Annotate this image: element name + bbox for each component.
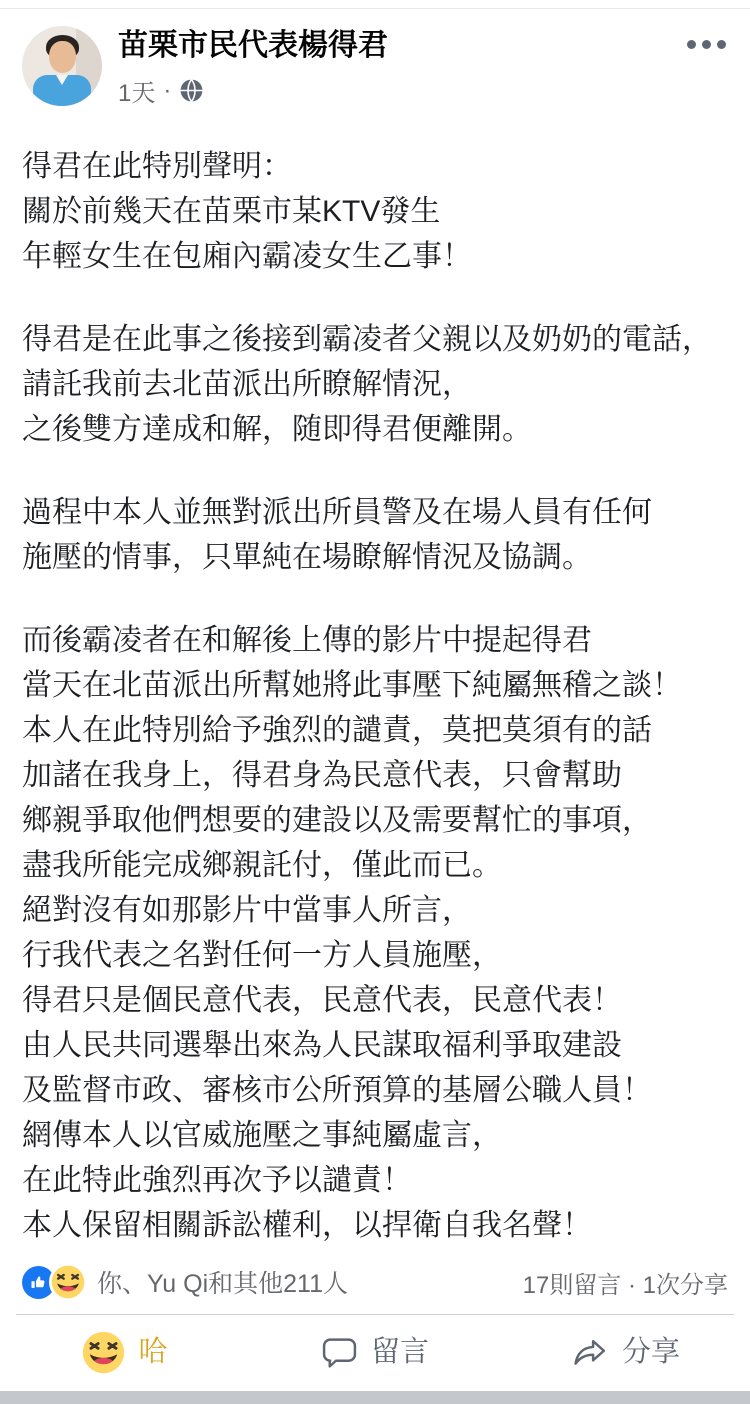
more-options-button[interactable] [683, 34, 730, 55]
bottom-system-bar [0, 1391, 750, 1404]
post-line: 絕對沒有如那影片中當事人所言， [22, 894, 472, 927]
post-line: 本人保留相關訴訟權利，以捍衛自我名聲！ [22, 1209, 592, 1242]
timestamp[interactable]: 1天 [118, 80, 156, 107]
reaction-summary-text: 你、Yu Qi和其他211人 [97, 1270, 349, 1298]
haha-button-label: 哈 [138, 1336, 168, 1368]
post-line: 網傳本人以官威施壓之事純屬虛言， [22, 1119, 502, 1152]
post-line: 盡我所能完成鄉親託付，僅此而已。 [22, 849, 502, 882]
post-line: 由人民共同選舉出來為人民謀取福利爭取建設 [22, 1029, 622, 1062]
post-line: 本人在此特別給予強烈的譴責，莫把莫須有的話 [22, 714, 652, 747]
comment-icon [321, 1334, 358, 1371]
post-line: 在此特此強烈再次予以譴責！ [22, 1164, 412, 1197]
share-button-label: 分享 [621, 1336, 680, 1368]
avatar-face [49, 41, 76, 73]
reaction-summary[interactable] [22, 1263, 348, 1301]
comment-share-count[interactable]: 17則留言 · 1次分享 [522, 1271, 728, 1299]
haha-reaction-button[interactable] [0, 1331, 250, 1374]
post-line: 關於前幾天在苗栗市某KTV發生 [22, 195, 441, 228]
post-line: 鄉親爭取他們想要的建設以及需要幫忙的事項， [22, 804, 652, 837]
post-line: 及監督市政、審核市公所預算的基層公職人員！ [22, 1074, 652, 1107]
top-divider [0, 8, 750, 9]
haha-emoji-icon [82, 1331, 125, 1374]
post-line: 請託我前去北苗派出所瞭解情況， [22, 368, 472, 401]
post-meta [118, 73, 683, 108]
post-header [0, 0, 750, 108]
share-icon [570, 1334, 609, 1371]
paragraph-gap [22, 279, 728, 317]
profile-avatar[interactable] [22, 26, 102, 106]
post-line: 施壓的情事，只單純在場瞭解情況及協調。 [22, 541, 592, 574]
post-line: 加諸在我身上，得君身為民意代表，只會幫助 [22, 759, 622, 792]
header-text [118, 26, 683, 108]
post-line: 而後霸凌者在和解後上傳的影片中提起得君 [22, 624, 592, 657]
paragraph-gap [22, 452, 728, 490]
post-line: 過程中本人並無對派出所員警及在場人員有任何 [22, 496, 652, 529]
post-line: 得君在此特別聲明： [22, 150, 292, 183]
globe-icon [179, 78, 204, 103]
haha-reaction-icon [49, 1263, 87, 1301]
meta-separator: · [163, 76, 172, 104]
post-line: 年輕女生在包廂內霸凌女生乙事！ [22, 240, 472, 273]
post-text [22, 144, 728, 1248]
post-line: 得君是在此事之後接到霸凌者父親以及奶奶的電話， [22, 323, 712, 356]
page-name[interactable]: 苗栗市民代表楊得君 [118, 29, 388, 62]
ellipsis-icon [687, 40, 696, 49]
post-line: 之後雙方達成和解，随即得君便離開。 [22, 413, 532, 446]
engagement-bar [0, 1248, 750, 1314]
comment-button[interactable] [250, 1334, 500, 1371]
post-line: 當天在北苗派出所幫她將此事壓下純屬無稽之談！ [22, 669, 682, 702]
comment-button-label: 留言 [370, 1336, 429, 1368]
post-line: 行我代表之名對任何一方人員施壓， [22, 939, 502, 972]
share-button[interactable] [500, 1334, 750, 1371]
post-line: 得君只是個民意代表，民意代表，民意代表！ [22, 984, 622, 1017]
action-bar [0, 1315, 750, 1390]
paragraph-gap [22, 580, 728, 618]
